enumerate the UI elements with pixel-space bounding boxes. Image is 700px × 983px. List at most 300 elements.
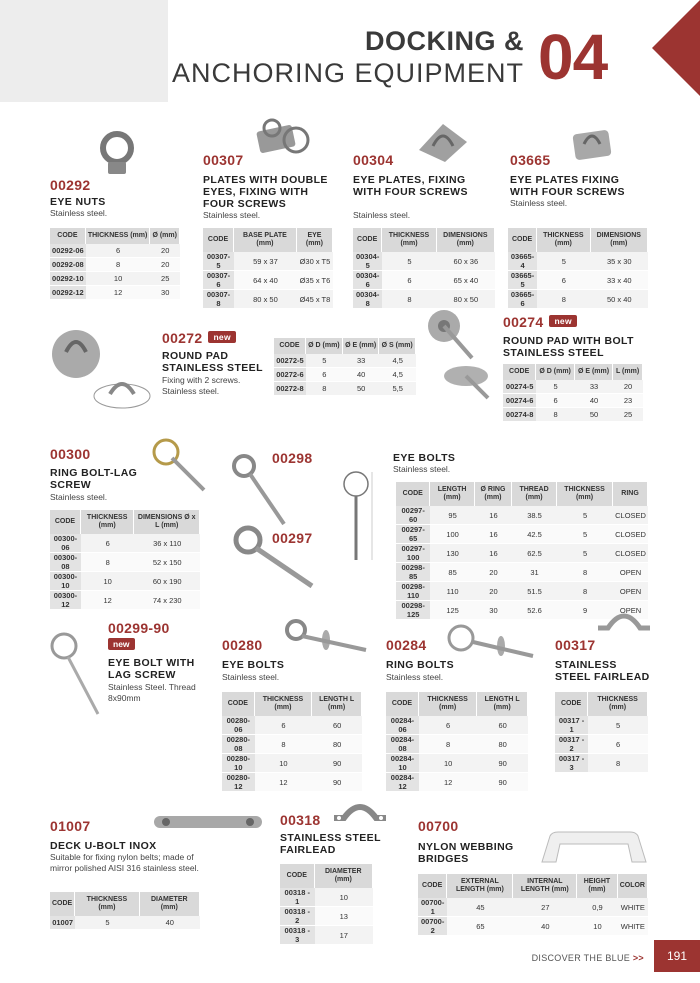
product-title-00284: RING BOLTS (386, 659, 454, 671)
table-cell: 80 (312, 735, 362, 754)
table-cell: 40 (140, 916, 200, 930)
table-cell: 30 (150, 286, 180, 300)
column-header: LENGTH (mm) (430, 482, 474, 506)
table-header-row (396, 482, 648, 506)
table-cell: 6 (86, 244, 151, 258)
product-title-01007: DECK U-BOLT INOX (50, 840, 157, 852)
table-row (222, 773, 362, 792)
column-header: CODE (386, 692, 419, 716)
table-cell: 30 (475, 601, 512, 620)
table-row (353, 252, 495, 271)
ring-bolt-lag-screw-image (150, 436, 210, 496)
spec-table-00272 (274, 338, 416, 396)
row-code-cell: 00284-06 (386, 716, 419, 735)
table-cell: 12 (86, 286, 151, 300)
deck-u-bolt-image (150, 808, 266, 836)
row-code-cell: 00284-10 (386, 754, 419, 773)
table-cell: 60 x 190 (134, 572, 200, 591)
eye-bolt-lag-screw-image (48, 630, 104, 716)
table-cell: 80 (477, 735, 528, 754)
table-header-row (555, 692, 648, 716)
table-cell: 5,5 (379, 382, 416, 396)
table-row (50, 258, 180, 272)
column-header: RING (613, 482, 648, 506)
table-cell: 20 (150, 258, 180, 272)
product-code-00284: 00284 (386, 637, 427, 653)
ring-bolt-image (445, 620, 535, 662)
table-cell: 52.6 (512, 601, 557, 620)
table-cell: 17 (315, 926, 373, 945)
table-header-row (418, 874, 648, 898)
product-desc-eyebolts: Stainless steel. (393, 464, 451, 474)
row-code-cell: 00317 - 2 (555, 735, 588, 754)
table-cell: 90 (477, 754, 528, 773)
chapter-title-line1: DOCKING & (365, 26, 524, 56)
table-row (396, 506, 648, 525)
table-cell: 36 x 110 (134, 534, 200, 553)
product-code-00318: 00318 (280, 812, 321, 828)
table-row (386, 735, 528, 754)
row-code-cell: 00300-06 (50, 534, 81, 553)
spec-table-00307 (203, 228, 333, 309)
table-row (503, 408, 643, 422)
product-code-00298: 00298 (272, 450, 313, 466)
table-cell: 50 (343, 382, 380, 396)
row-code-cell: 00318 - 3 (280, 926, 315, 945)
table-cell: 5 (588, 716, 648, 735)
row-code-cell: 01007 (50, 916, 75, 930)
table-cell: 90 (312, 754, 362, 773)
spec-table-00300 (50, 510, 200, 610)
row-code-cell: 00307-5 (203, 252, 234, 271)
row-code-cell: 00298-110 (396, 582, 430, 601)
product-title-00318: STAINLESS STEEL FAIRLEAD (280, 832, 381, 856)
table-cell: 20 (150, 244, 180, 258)
row-code-cell: 00292-12 (50, 286, 86, 300)
table-header-row (280, 864, 373, 888)
row-code-cell: 00297-100 (396, 544, 430, 563)
product-desc-00304: Stainless steel. (353, 210, 411, 220)
table-row (508, 252, 648, 271)
table-header-row (274, 338, 416, 354)
product-title-00300: RING BOLT-LAG SCREW (50, 467, 138, 491)
table-cell: 9 (557, 601, 613, 620)
row-code-cell: 00274-5 (503, 380, 536, 394)
table-row (508, 290, 648, 309)
table-row (222, 735, 362, 754)
table-cell: 62.5 (512, 544, 557, 563)
row-code-cell: 00317 - 3 (555, 754, 588, 773)
column-header: DIMENSIONS Ø x L (mm) (134, 510, 200, 534)
table-cell: 10 (419, 754, 477, 773)
table-cell: 5 (536, 380, 575, 394)
table-row (203, 252, 333, 271)
column-header: CODE (222, 692, 255, 716)
table-cell: 23 (613, 394, 643, 408)
round-pad-bolt-image (422, 302, 498, 402)
spec-table-00304 (353, 228, 495, 309)
row-code-cell: 00307-6 (203, 271, 234, 290)
table-cell: 5 (557, 506, 613, 525)
table-cell: 110 (430, 582, 474, 601)
table-cell: 8 (588, 754, 648, 773)
eye-bolt-diagram (334, 464, 378, 564)
table-row (50, 534, 200, 553)
table-cell: 8 (382, 290, 436, 309)
product-desc-00280: Stainless steel. (222, 672, 280, 682)
table-cell: 4,5 (379, 354, 416, 368)
table-cell: 13 (315, 907, 373, 926)
product-desc-00292: Stainless steel. (50, 208, 108, 218)
row-code-cell: 00284-08 (386, 735, 419, 754)
product-title-00272: ROUND PAD STAINLESS STEEL (162, 350, 263, 374)
spec-table-00318 (280, 864, 373, 945)
row-code-cell: 00280-08 (222, 735, 255, 754)
table-cell: 25 (613, 408, 643, 422)
product-code-00274: 00274 new (503, 314, 577, 330)
table-row (50, 572, 200, 591)
spec-table-00292 (50, 228, 180, 300)
table-row (222, 716, 362, 735)
table-cell: 60 (477, 716, 528, 735)
product-title-00307: PLATES WITH DOUBLE EYES, FIXING WITH FOUR SCREWS (203, 174, 328, 210)
product-title-00274: ROUND PAD WITH BOLT STAINLESS STEEL (503, 335, 634, 359)
table-row (353, 271, 495, 290)
table-row (280, 907, 373, 926)
table-row (418, 898, 648, 917)
table-cell: 95 (430, 506, 474, 525)
table-cell: 25 (150, 272, 180, 286)
row-code-cell: 00280-06 (222, 716, 255, 735)
new-badge-wrap-00299 (108, 637, 135, 655)
column-header: CODE (555, 692, 588, 716)
column-header: CODE (50, 892, 75, 916)
table-cell: CLOSED (613, 525, 648, 544)
column-header: EXTERNAL LENGTH (mm) (447, 874, 513, 898)
table-cell: 10 (577, 917, 617, 936)
row-code-cell: 00304-6 (353, 271, 382, 290)
spec-table-00280 (222, 692, 362, 792)
table-row (222, 754, 362, 773)
eye-nut-image (92, 128, 142, 178)
table-cell: 65 (447, 917, 513, 936)
chapter-title-line2: ANCHORING EQUIPMENT (171, 58, 524, 88)
table-cell: OPEN (613, 563, 648, 582)
row-code-cell: 00297-60 (396, 506, 430, 525)
product-code-00299-90: 00299-90 (108, 620, 170, 636)
table-cell: 8 (557, 582, 613, 601)
table-cell: 125 (430, 601, 474, 620)
column-header: DIAMETER (mm) (140, 892, 200, 916)
row-code-cell: 00700-1 (418, 898, 447, 917)
column-header: DIAMETER (mm) (315, 864, 373, 888)
table-cell: 16 (475, 544, 512, 563)
table-cell: 90 (477, 773, 528, 792)
row-code-cell: 00272-6 (274, 368, 306, 382)
table-row (555, 716, 648, 735)
table-cell: 40 (343, 368, 380, 382)
table-row (203, 271, 333, 290)
table-cell: 16 (475, 506, 512, 525)
nylon-webbing-bridge-image (538, 828, 650, 866)
table-row (274, 382, 416, 396)
column-header: HEIGHT (mm) (577, 874, 617, 898)
row-code-cell: 03665-5 (508, 271, 537, 290)
table-cell: 20 (475, 582, 512, 601)
column-header: CODE (508, 228, 537, 252)
table-cell: 33 x 40 (591, 271, 648, 290)
double-eye-plate-image (252, 114, 314, 158)
table-cell: 100 (430, 525, 474, 544)
table-cell: Ø35 x T6 (297, 271, 333, 290)
table-cell: 6 (306, 368, 343, 382)
column-header: Ø E (mm) (575, 364, 613, 380)
row-code-cell: 00292-10 (50, 272, 86, 286)
table-cell: 50 x 40 (591, 290, 648, 309)
table-cell: 31 (512, 563, 557, 582)
table-row (396, 563, 648, 582)
column-header: CODE (50, 510, 81, 534)
table-cell: WHITE (618, 917, 648, 936)
table-cell: 40 (575, 394, 613, 408)
column-header: THICKNESS (mm) (588, 692, 648, 716)
column-header: Ø E (mm) (343, 338, 380, 354)
table-header-row (508, 228, 648, 252)
page-number: 191 (654, 940, 700, 972)
new-badge-00274: new (549, 315, 576, 327)
table-cell: 5 (557, 544, 613, 563)
table-row (396, 544, 648, 563)
product-title-00280: EYE BOLTS (222, 659, 285, 671)
spec-table-eyebolts (396, 482, 648, 620)
row-code-cell: 00272-5 (274, 354, 306, 368)
column-header: L (mm) (613, 364, 643, 380)
table-header-row (222, 692, 362, 716)
product-code-00304: 00304 (353, 152, 394, 168)
row-code-cell: 00284-12 (386, 773, 419, 792)
column-header: CODE (274, 338, 306, 354)
column-header: THICKNESS (mm) (81, 510, 135, 534)
row-code-cell: 00307-8 (203, 290, 234, 309)
table-header-row (50, 228, 180, 244)
table-cell: Ø30 x T5 (297, 252, 333, 271)
row-code-cell: 00304-8 (353, 290, 382, 309)
table-row (386, 754, 528, 773)
table-cell: OPEN (613, 582, 648, 601)
column-header: Ø RING (mm) (475, 482, 512, 506)
product-desc-00300: Stainless steel. (50, 492, 108, 502)
table-cell: 5 (75, 916, 139, 930)
column-header: BASE PLATE (mm) (234, 228, 297, 252)
row-code-cell: 00280-12 (222, 773, 255, 792)
product-title-00317: STAINLESS STEEL FAIRLEAD (555, 659, 650, 683)
column-header: CODE (50, 228, 86, 244)
row-code-cell: 00300-10 (50, 572, 81, 591)
new-badge-00272: new (208, 331, 235, 343)
table-row (386, 773, 528, 792)
column-header: DIMENSIONS (mm) (437, 228, 495, 252)
table-cell: 10 (315, 888, 373, 907)
table-header-row (386, 692, 528, 716)
table-row (280, 888, 373, 907)
row-code-cell: 03665-4 (508, 252, 537, 271)
table-row (508, 271, 648, 290)
column-header: THICKNESS (mm) (382, 228, 436, 252)
table-cell: 12 (255, 773, 313, 792)
table-row (503, 380, 643, 394)
table-cell: 130 (430, 544, 474, 563)
table-cell: CLOSED (613, 506, 648, 525)
row-code-cell: 00318 - 1 (280, 888, 315, 907)
product-title-eyebolts: EYE BOLTS (393, 452, 456, 464)
new-badge-00299: new (108, 638, 135, 650)
table-cell: 5 (557, 525, 613, 544)
row-code-cell: 00304-5 (353, 252, 382, 271)
table-cell: 8 (81, 553, 135, 572)
column-header: THICKNESS (mm) (557, 482, 613, 506)
column-header: DIMENSIONS (mm) (591, 228, 648, 252)
column-header: LENGTH L (mm) (477, 692, 528, 716)
footer-tagline: DISCOVER THE BLUE >> (531, 953, 644, 963)
header-background (0, 0, 168, 102)
table-row (274, 354, 416, 368)
table-cell: 59 x 37 (234, 252, 297, 271)
table-cell: 33 (343, 354, 380, 368)
column-header: Ø D (mm) (536, 364, 575, 380)
table-row (274, 368, 416, 382)
table-cell: 6 (81, 534, 135, 553)
table-cell: 0,9 (577, 898, 617, 917)
table-cell: 80 x 50 (234, 290, 297, 309)
table-cell: 50 (575, 408, 613, 422)
column-header: THREAD (mm) (512, 482, 557, 506)
table-cell: 16 (475, 525, 512, 544)
product-code-00307: 00307 (203, 152, 244, 168)
table-cell: 45 (447, 898, 513, 917)
table-cell: 12 (81, 591, 135, 610)
table-row (50, 553, 200, 572)
table-cell: 74 x 230 (134, 591, 200, 610)
round-pad-image (46, 322, 156, 414)
eye-plate-image (415, 120, 471, 166)
table-cell: 8 (557, 563, 613, 582)
column-header: CODE (353, 228, 382, 252)
row-code-cell: 00297-65 (396, 525, 430, 544)
table-cell: 80 x 50 (437, 290, 495, 309)
row-code-cell: 00274-6 (503, 394, 536, 408)
table-cell: WHITE (618, 898, 648, 917)
table-cell: 60 (312, 716, 362, 735)
column-header: THICKNESS (mm) (255, 692, 313, 716)
fairlead-00318-image (330, 796, 390, 826)
column-header: COLOR (618, 874, 648, 898)
product-code-00300: 00300 (50, 446, 91, 462)
product-title-00292: EYE NUTS (50, 196, 106, 208)
row-code-cell: 00272-8 (274, 382, 306, 396)
table-cell: 40 (513, 917, 577, 936)
row-code-cell: 03665-6 (508, 290, 537, 309)
table-cell: 10 (255, 754, 313, 773)
product-title-00299-90: EYE BOLT WITH LAG SCREW (108, 657, 195, 681)
table-cell: 6 (255, 716, 313, 735)
product-desc-00284: Stainless steel. (386, 672, 444, 682)
column-header: THICKNESS (mm) (86, 228, 151, 244)
product-code-03665: 03665 (510, 152, 551, 168)
column-header: Ø (mm) (150, 228, 180, 244)
table-row (50, 591, 200, 610)
column-header: CODE (396, 482, 430, 506)
product-code-00297: 00297 (272, 530, 313, 546)
column-header: THICKNESS (mm) (419, 692, 477, 716)
column-header: Ø S (mm) (379, 338, 416, 354)
column-header: LENGTH L (mm) (312, 692, 362, 716)
table-cell: 6 (536, 394, 575, 408)
table-cell: Ø45 x T8 (297, 290, 333, 309)
table-cell: 52 x 150 (134, 553, 200, 572)
table-cell: 60 x 36 (437, 252, 495, 271)
table-cell: 51.5 (512, 582, 557, 601)
table-row (50, 286, 180, 300)
column-header: INTERNAL LENGTH (mm) (513, 874, 577, 898)
table-cell: 6 (537, 271, 590, 290)
row-code-cell: 00300-08 (50, 553, 81, 572)
product-code-00317: 00317 (555, 637, 596, 653)
table-cell: 10 (81, 572, 135, 591)
table-cell: 8 (537, 290, 590, 309)
spec-table-00317 (555, 692, 648, 773)
table-row (203, 290, 333, 309)
product-code-00700: 00700 (418, 818, 459, 834)
column-header: Ø D (mm) (306, 338, 343, 354)
column-header: CODE (418, 874, 447, 898)
column-header: THICKNESS (mm) (537, 228, 590, 252)
row-code-cell: 00298-85 (396, 563, 430, 582)
column-header: EYE (mm) (297, 228, 333, 252)
row-code-cell: 00700-2 (418, 917, 447, 936)
spec-table-03665 (508, 228, 648, 309)
table-cell: 8 (419, 735, 477, 754)
row-code-cell: 00292-06 (50, 244, 86, 258)
table-cell: 8 (306, 382, 343, 396)
product-desc-01007: Suitable for fixing nylon belts; made of mirror polished AISI 316 stainless steel. (50, 852, 199, 873)
table-header-row (503, 364, 643, 380)
fairlead-image (594, 604, 654, 634)
table-cell: OPEN (613, 601, 648, 620)
table-header-row (353, 228, 495, 252)
spec-table-00274 (503, 364, 643, 422)
table-header-row (203, 228, 333, 252)
product-title-03665: EYE PLATES FIXING WITH FOUR SCREWS (510, 174, 625, 198)
table-row (386, 716, 528, 735)
table-header-row (50, 892, 200, 916)
product-code-00272: 00272 new (162, 330, 236, 346)
table-cell: 35 x 30 (591, 252, 648, 271)
table-cell: 12 (419, 773, 477, 792)
table-row (50, 244, 180, 258)
chapter-tab-triangle (652, 0, 700, 96)
table-cell: 42.5 (512, 525, 557, 544)
table-cell: 20 (613, 380, 643, 394)
table-row (503, 394, 643, 408)
table-cell: 5 (306, 354, 343, 368)
table-cell: 8 (255, 735, 313, 754)
eye-bolt-washer-image (282, 616, 368, 656)
footer-arrow: >> (632, 953, 644, 963)
table-row (280, 926, 373, 945)
table-cell: 64 x 40 (234, 271, 297, 290)
table-cell: 27 (513, 898, 577, 917)
product-desc-00272: Fixing with 2 screws. Stainless steel. (162, 375, 241, 396)
